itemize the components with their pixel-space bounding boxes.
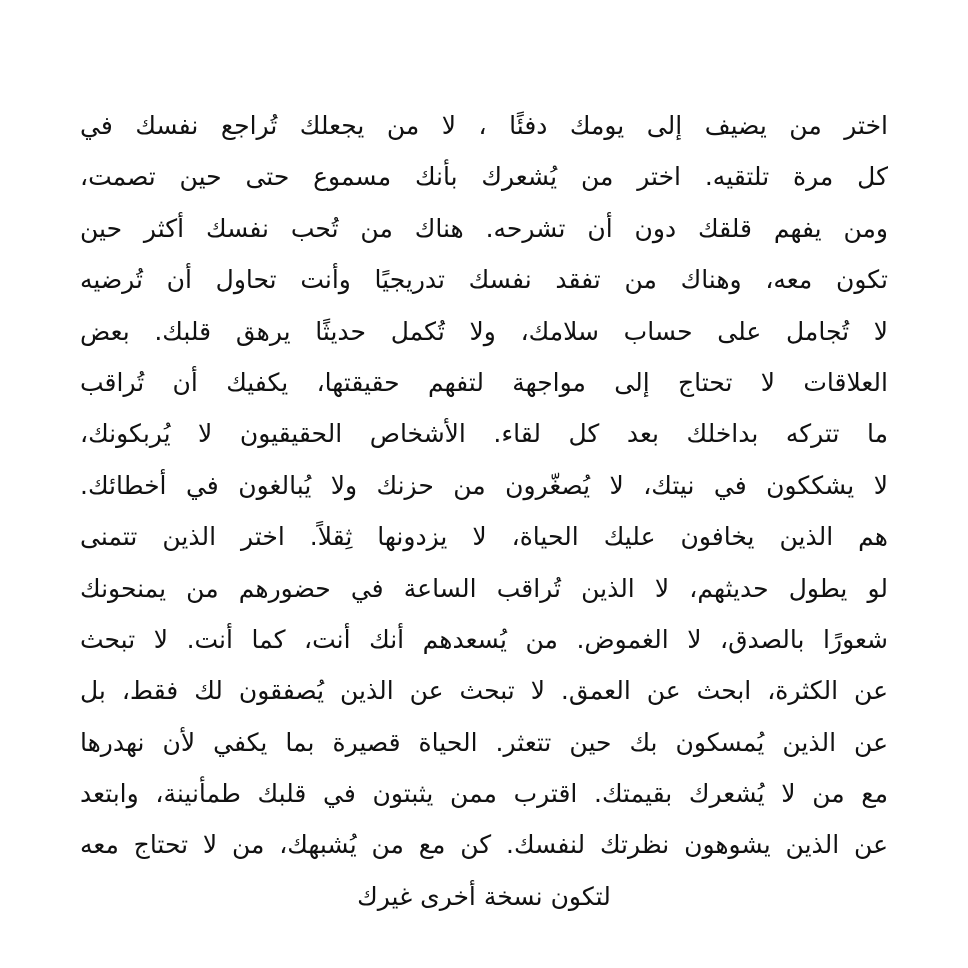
- text-line-16: لتكون نسخة أخرى غيرك: [357, 881, 611, 911]
- text-line-3: ومن يفهم قلقك دون أن تشرحه. هناك من تُحب نفسك أكثر حين: [80, 213, 888, 243]
- text-line-9: هم الذين يخافون عليك الحياة، لا يزدونها ثِقلاً. اختر الذين تتمنى: [80, 522, 888, 552]
- text-line-12: عن الكثرة، ابحث عن العمق. لا تبحث عن الذين يُصفقون لك فقط، بل: [80, 676, 888, 706]
- text-line-2: كل مرة تلتقيه. اختر من يُشعرك بأنك مسموع حتى حين تصمت،: [80, 162, 888, 192]
- text-line-13: عن الذين يُمسكون بك حين تتعثر. الحياة قصيرة بما يكفي لأن نهدرها: [80, 727, 888, 757]
- text-line-14: مع من لا يُشعرك بقيمتك. اقترب ممن يثبتون في قلبك طمأنينة، وابتعد: [80, 779, 888, 809]
- text-line-8: لا يشككون في نيتك، لا يُصغّرون من حزنك ولا يُبالغون في أخطائك.: [80, 470, 888, 500]
- quote-text-block: [80, 100, 888, 922]
- text-line-5: لا تُجامل على حساب سلامك، ولا تُكمل حديثًا يرهق قلبك. بعض: [80, 316, 888, 346]
- text-line-15: عن الذين يشوهون نظرتك لنفسك. كن مع من يُشبهك، من لا تحتاج معه: [80, 830, 888, 860]
- text-line-6: العلاقات لا تحتاج إلى مواجهة لتفهم حقيقتها، يكفيك أن تُراقب: [80, 367, 888, 397]
- text-line-4: تكون معه، وهناك من تفقد نفسك تدريجيًا وأنت تحاول أن تُرضيه: [80, 265, 888, 295]
- text-line-7: ما تتركه بداخلك بعد كل لقاء. الأشخاص الحقيقيون لا يُربكونك،: [80, 419, 888, 449]
- text-line-11: شعورًا بالصدق، لا الغموض. من يُسعدهم أنك أنت، كما أنت. لا تبحث: [80, 624, 888, 654]
- text-line-10: لو يطول حديثهم، لا الذين تُراقب الساعة في حضورهم من يمنحونك: [80, 573, 888, 603]
- text-line-1: اختر من يضيف إلى يومك دفئًا ، لا من يجعلك تُراجع نفسك في: [80, 111, 888, 140]
